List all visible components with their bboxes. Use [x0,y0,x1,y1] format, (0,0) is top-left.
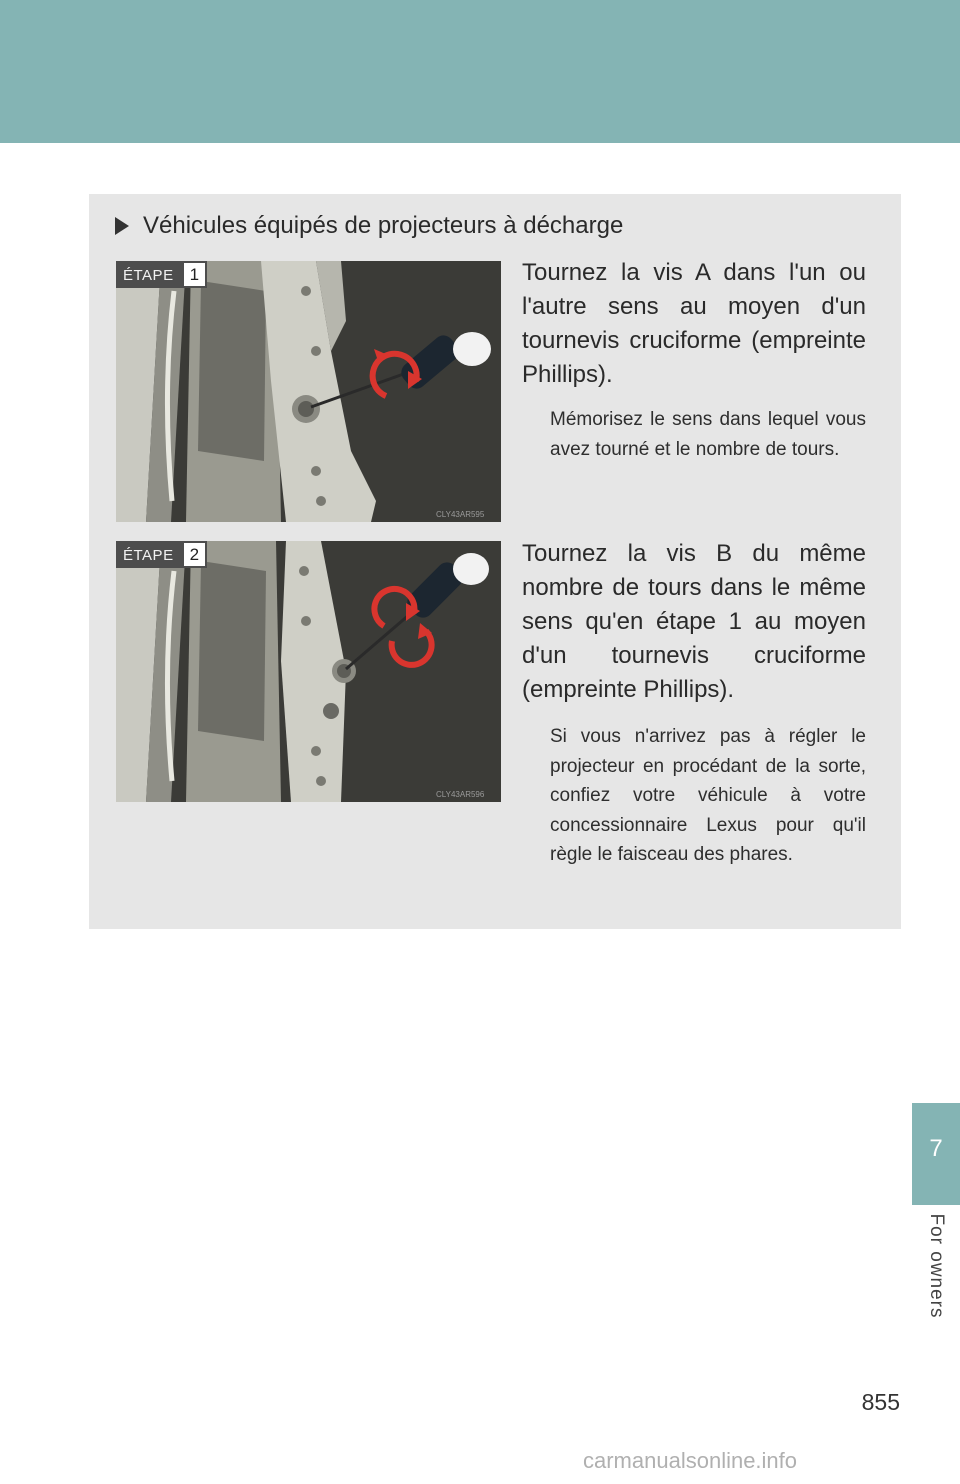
step-2-illustration [116,541,501,802]
header-band [0,0,960,143]
step-word: ÉTAPE [116,261,182,288]
watermark: carmanualsonline.info [583,1448,798,1473]
triangle-bullet-icon [115,217,129,235]
section-heading [115,210,623,242]
step-2-instruction: Tournez la vis B du même nombre de tours dans le même sens qu'en étape 1 au moyen d'un tournevis cruciforme (empreinte Phillips). [522,540,866,703]
step-word: ÉTAPE [116,541,182,568]
image-code: CLY43AR595 [436,510,485,519]
step-2-note: Si vous n'arrivez pas à régler le projecteur en procédant de la sorte, confiez votre véhicule à votre concessionnaire Lexus pour qu'il règle le faisceau des phares. [550,726,866,865]
chapter-label: For owners [926,1213,947,1319]
step-1-instruction: Tournez la vis A dans l'un ou l'autre sens au moyen d'un tournevis cruciforme (empreinte Phillips). [522,259,866,388]
page-number: 855 [861,1389,900,1415]
step-number: 1 [182,261,207,288]
section-title: Véhicules équipés de projecteurs à décharge [143,212,624,239]
step-1-note: Mémorisez le sens dans lequel vous avez tourné et le nombre de tours. [550,409,866,460]
step-2-tag [116,541,207,568]
image-code: CLY43AR596 [436,790,485,799]
chapter-number: 7 [929,1135,943,1162]
step-1-illustration [116,261,501,522]
step-1-tag [116,261,207,288]
step-number: 2 [182,541,207,568]
